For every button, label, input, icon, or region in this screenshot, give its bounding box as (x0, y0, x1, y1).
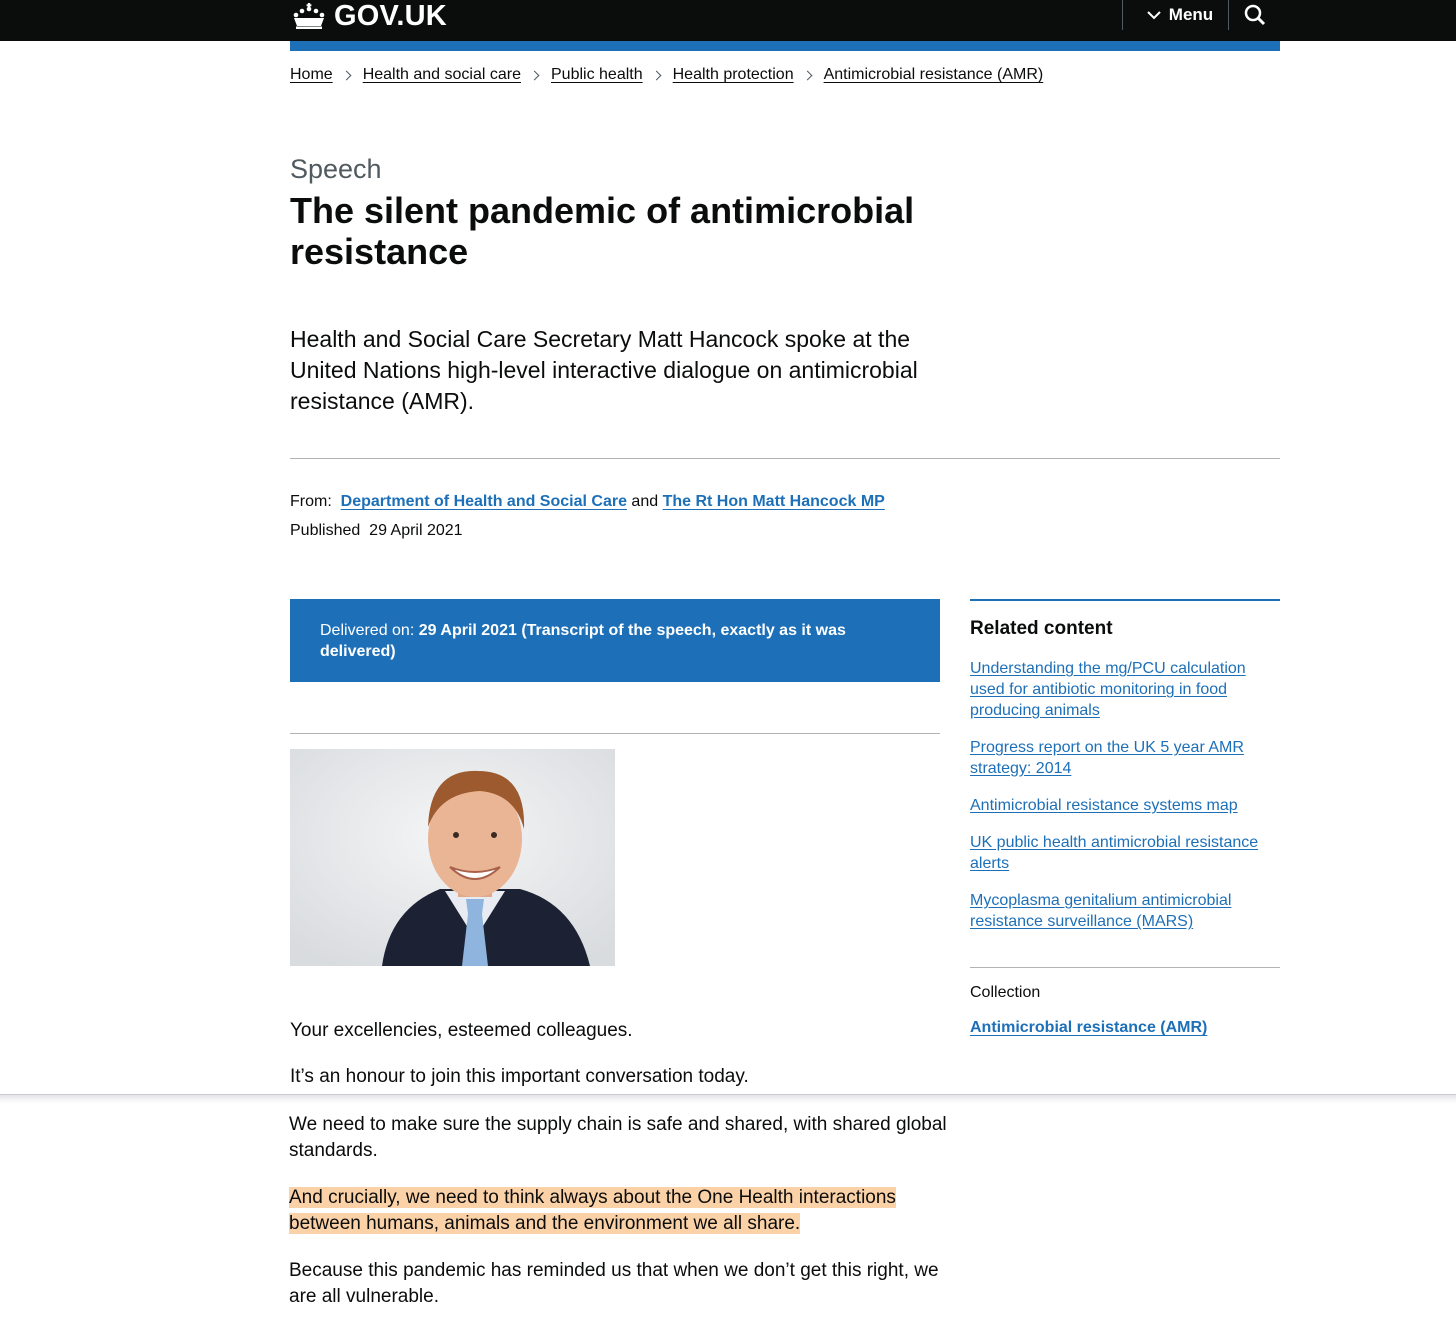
govuk-logo-text: GOV.UK (334, 0, 447, 32)
delivered-label: Delivered on: (320, 622, 415, 639)
section-divider (290, 458, 1280, 459)
header-separator (1122, 0, 1123, 30)
meta-from (290, 492, 885, 512)
speech-paragraph-1: Your excellencies, esteemed colleagues. (290, 1020, 633, 1041)
breadcrumb-home[interactable]: Home (290, 66, 333, 83)
delivered-value: 29 April 2021 (Transcript of the speech, exactly as it was delivered) (320, 622, 846, 660)
chevron-right-icon (530, 70, 540, 80)
speech-paragraph-2: It’s an honour to join this important conversation today. (290, 1066, 749, 1087)
breadcrumb-health-protection[interactable]: Health protection (672, 66, 794, 83)
lead-paragraph: Health and Social Care Secretary Matt Hancock spoke at the United Nations high-level interactive dialogue on antimicrobial resistance (AMR). (290, 326, 918, 414)
speech-paragraph-5: Because this pandemic has reminded us that when we don’t get this right, we are all vulnerable. (289, 1260, 939, 1307)
breadcrumb-public-health[interactable]: Public health (551, 66, 643, 83)
screenshot-seam (0, 1094, 1456, 1104)
collection-link[interactable]: Antimicrobial resistance (AMR) (970, 1019, 1208, 1036)
from-person-link[interactable]: The Rt Hon Matt Hancock MP (662, 493, 885, 510)
speech-paragraph-highlighted (289, 1185, 949, 1237)
speech-paragraph-3: We need to make sure the supply chain is safe and shared, with shared global standards. (289, 1114, 947, 1161)
govuk-logo-link[interactable] (290, 0, 447, 32)
breadcrumb-health-and-social-care[interactable]: Health and social care (362, 66, 521, 83)
chevron-right-icon (341, 70, 351, 80)
menu-button[interactable] (1134, 0, 1226, 30)
portrait-image (290, 749, 615, 966)
speaker-portrait (290, 749, 615, 966)
crown-icon (290, 3, 328, 29)
list-item (970, 795, 1270, 816)
chevron-right-icon (802, 70, 812, 80)
related-link-mg-pcu[interactable]: Understanding the mg/PCU calculation used for antibiotic monitoring in food producing animals (970, 660, 1246, 719)
header-separator (1228, 0, 1229, 30)
from-label: From: (290, 493, 332, 510)
search-icon (1244, 4, 1266, 26)
related-link-mars[interactable]: Mycoplasma genitalium antimicrobial resistance surveillance (MARS) (970, 892, 1232, 930)
related-link-systems-map[interactable]: Antimicrobial resistance systems map (970, 797, 1238, 814)
meta-published (290, 521, 463, 541)
page-caption: Speech (290, 154, 382, 184)
sidebar-divider (970, 967, 1280, 968)
breadcrumb (290, 66, 1043, 84)
related-content-heading: Related content (970, 618, 1113, 639)
site-header (0, 0, 1456, 41)
collection-label: Collection (970, 984, 1041, 1001)
list-item (970, 832, 1270, 874)
list-item (970, 890, 1270, 932)
header-accent-band (290, 41, 1280, 51)
related-link-progress-report[interactable]: Progress report on the UK 5 year AMR strategy: 2014 (970, 739, 1244, 777)
related-content-list (970, 658, 1270, 948)
published-date: 29 April 2021 (369, 522, 463, 539)
delivered-on-box (290, 599, 940, 682)
sidebar-top-rule (970, 599, 1280, 601)
highlighted-text: And crucially, we need to think always about the One Health interactions between humans, animals and the environment we all share. (289, 1187, 896, 1234)
search-button[interactable] (1232, 0, 1278, 30)
list-item (970, 658, 1270, 721)
related-link-amr-alerts[interactable]: UK public health antimicrobial resistance alerts (970, 834, 1259, 872)
breadcrumb-amr[interactable]: Antimicrobial resistance (AMR) (823, 66, 1044, 83)
published-label: Published (290, 522, 361, 539)
page-title: The silent pandemic of antimicrobial resistance (290, 190, 915, 272)
menu-label: Menu (1168, 5, 1214, 24)
section-divider (290, 733, 940, 734)
and-word: and (631, 493, 659, 510)
chevron-right-icon (651, 70, 661, 80)
list-item (970, 737, 1270, 779)
chevron-down-icon (1147, 10, 1161, 20)
from-org-link[interactable]: Department of Health and Social Care (340, 493, 627, 510)
